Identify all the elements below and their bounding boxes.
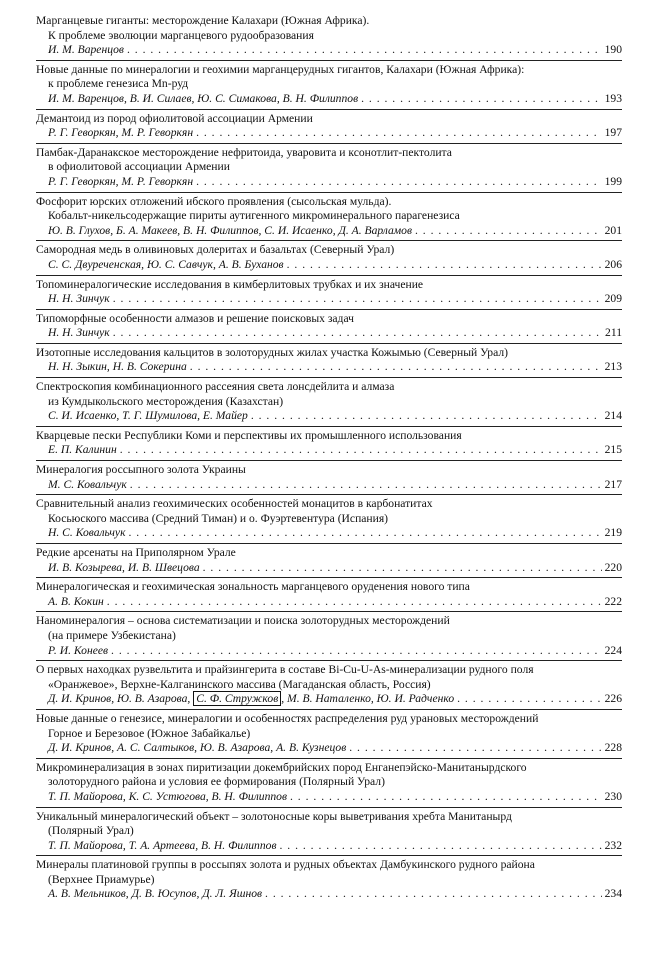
entry-title-line: Спектроскопия комбинационного рассеяния света лонсдейлита и алмаза <box>36 380 395 394</box>
toc-entry[interactable] <box>36 241 622 275</box>
entry-page-number: 193 <box>604 91 622 105</box>
entry-authors-row <box>36 790 622 805</box>
dot-leader <box>196 126 602 141</box>
toc-entry[interactable] <box>36 193 622 242</box>
table-of-contents <box>36 12 622 904</box>
toc-entry[interactable] <box>36 144 622 193</box>
entry-title-line: О первых находках рузвельтита и прайзингерита в составе Bi-Cu-U-As-минерализации рудного поля <box>36 663 534 677</box>
entry-authors-row <box>36 526 622 541</box>
entry-page-number: 224 <box>604 643 622 657</box>
dot-leader <box>251 409 602 424</box>
entry-page-number: 197 <box>604 126 622 140</box>
entry-authors-row <box>36 409 622 424</box>
entry-page-number: 206 <box>604 257 622 271</box>
entry-authors: Н. Н. Зыкин, Н. В. Сокерина <box>48 360 187 374</box>
entry-title-line: Минералы платиновой группы в россыпях золота и рудных объектах Дамбукинского рудного района <box>36 858 535 872</box>
entry-authors-row <box>36 126 622 141</box>
entry-authors: А. В. Кокин <box>48 594 104 608</box>
entry-authors-row <box>36 595 622 610</box>
entry-title-line: (на примере Узбекистана) <box>48 628 176 642</box>
entry-title-line: Редкие арсенаты на Приполярном Урале <box>36 546 236 559</box>
toc-entry[interactable] <box>36 612 622 661</box>
entry-title-line: Типоморфные особенности алмазов и решение поисковых задач <box>36 311 354 325</box>
entry-title-line: Топоминералогические исследования в кимберлитовых трубках и их значение <box>36 277 424 291</box>
entry-authors-row <box>36 175 622 190</box>
entry-title-line: Изотопные исследования кальцитов в золоторудных жилах участка Кожымью (Северный Урал) <box>36 345 508 359</box>
entry-authors: С. И. Исаенко, Т. Г. Шумилова, Е. Майер <box>48 409 248 423</box>
entry-authors: А. В. Мельников, Д. В. Юсупов, Д. Л. Яшнов <box>48 887 263 901</box>
entry-authors-row <box>36 43 622 58</box>
entry-title-line: из Кумдыкольского месторождения (Казахстан) <box>48 394 284 408</box>
boxed-author: С. Ф. Стружков <box>193 691 281 706</box>
entry-title-line: Сравнительный анализ геохимических особенностей монацитов в карбонатитах <box>36 497 433 511</box>
toc-entry[interactable] <box>36 310 622 344</box>
entry-title-line: Памбак-Даранакское месторождение нефритоида, уваровита и ксонотлит-пектолита <box>36 145 452 159</box>
entry-authors: М. С. Ковальчук <box>48 477 127 491</box>
toc-entry[interactable] <box>36 61 622 110</box>
entry-page-number: 232 <box>604 838 622 852</box>
dot-leader <box>290 790 602 805</box>
toc-entry[interactable] <box>36 12 622 61</box>
entry-page-number: 213 <box>604 360 622 374</box>
toc-entry[interactable] <box>36 544 622 578</box>
entry-title-line: Кобальт-никельсодержащие пириты аутигенного микроминерального парагенезиса <box>48 209 460 223</box>
toc-entry[interactable] <box>36 661 622 710</box>
dot-leader <box>120 443 602 458</box>
entry-authors: Н. С. Ковальчук <box>48 526 126 540</box>
entry-authors: Р. И. Конеев <box>48 643 109 657</box>
entry-title-line: К проблеме эволюции марганцевого рудообразования <box>48 28 314 42</box>
entry-page-number: 201 <box>604 223 622 237</box>
dot-leader <box>265 887 602 902</box>
entry-authors-row <box>36 478 622 493</box>
entry-title-line: Уникальный минералогический объект – золотоносные коры выветривания хребта Манитанырд <box>36 809 512 823</box>
entry-authors-after: , М. В. Наталенко, Ю. И. Радченко <box>281 692 455 706</box>
entry-page-number: 211 <box>605 326 622 340</box>
entry-title-line: Фосфорит юрских отложений ибского проявления (сысольская мульда). <box>36 194 392 208</box>
entry-authors: Р. Г. Геворкян, М. Р. Геворкян <box>48 126 194 140</box>
entry-page-number: 209 <box>604 292 622 306</box>
entry-title-line: Новые данные по минералогии и геохимии марганцерудных гигантов, Калахари (Южная Африка): <box>36 62 525 76</box>
entry-authors: С. С. Двуреченская, Ю. С. Савчук, А. В. Буханов <box>48 257 284 271</box>
entry-title-line: золоторудного района и условия ее формирования (Полярный Урал) <box>48 775 385 789</box>
entry-title-line: (Верхнее Приамурье) <box>48 872 155 886</box>
toc-entry[interactable] <box>36 856 622 904</box>
dot-leader <box>279 839 601 854</box>
entry-title-line: Минералогическая и геохимическая зональность марганцевого оруденения нового типа <box>36 580 470 594</box>
entry-authors-row <box>36 741 622 756</box>
entry-title-line: «Оранжевое», Верхне-Калганинского массива (Магаданская область, Россия) <box>48 677 431 691</box>
toc-entry[interactable] <box>36 759 622 808</box>
entry-page-number: 215 <box>604 443 622 457</box>
entry-title-line: Минералогия россыпного золота Украины <box>36 463 246 477</box>
entry-authors: И. В. Козырева, И. В. Швецова <box>48 560 200 574</box>
dot-leader <box>129 526 602 541</box>
dot-leader <box>349 741 601 756</box>
entry-authors-row <box>36 292 622 307</box>
entry-authors: Т. П. Майорова, К. С. Устюгова, В. Н. Филиппов <box>48 789 287 803</box>
dot-leader <box>457 692 601 707</box>
entry-authors-row <box>36 839 622 854</box>
entry-title-line: в офиолитовой ассоциации Армении <box>48 160 230 174</box>
dot-leader <box>111 644 602 659</box>
entry-title-line: (Полярный Урал) <box>48 824 134 838</box>
entry-authors-row <box>36 561 622 576</box>
entry-page-number: 214 <box>604 409 622 423</box>
toc-entry[interactable] <box>36 378 622 427</box>
entry-title-line: Демантоид из пород офиолитовой ассоциации Армении <box>36 111 313 125</box>
toc-entry[interactable] <box>36 808 622 857</box>
toc-entry[interactable] <box>36 710 622 759</box>
entry-title-line: Косьюского массива (Средний Тиман) и о. Фуэртевентура (Испания) <box>48 511 389 525</box>
entry-title-line: Горное и Березовое (Южное Забайкалье) <box>48 726 251 740</box>
entry-title-line: Марганцевые гиганты: месторождение Калахари (Южная Африка). <box>36 14 370 27</box>
entry-authors <box>48 692 454 707</box>
entry-page-number: 219 <box>604 526 622 540</box>
entry-page-number: 220 <box>604 560 622 574</box>
entry-authors: Д. И. Кринов, А. С. Салтыков, Ю. В. Азарова, А. В. Кузнецов <box>48 741 347 755</box>
entry-authors: И. М. Варенцов <box>48 43 124 57</box>
entry-authors-row <box>36 92 622 107</box>
toc-entry[interactable] <box>36 427 622 461</box>
dot-leader <box>415 224 602 239</box>
entry-title-line: к проблеме генезиса Mn-руд <box>48 77 189 91</box>
dot-leader <box>196 175 602 190</box>
entry-authors-row <box>36 326 622 341</box>
entry-authors: Р. Г. Геворкян, М. Р. Геворкян <box>48 174 194 188</box>
entry-authors: Ю. В. Глухов, Б. А. Макеев, В. Н. Филиппов, С. И. Исаенко, Д. А. Варламов <box>48 223 412 237</box>
dot-leader <box>113 292 602 307</box>
entry-page-number: 226 <box>604 692 622 706</box>
entry-authors: Т. П. Майорова, Т. А. Артеева, В. Н. Филиппов <box>48 838 277 852</box>
dot-leader <box>361 92 602 107</box>
toc-entry[interactable] <box>36 495 622 544</box>
entry-page-number: 230 <box>604 789 622 803</box>
toc-entry[interactable] <box>36 344 622 378</box>
entry-authors-row <box>36 258 622 273</box>
entry-authors-row <box>36 224 622 239</box>
entry-authors-row <box>36 692 622 707</box>
entry-title-line: Микроминерализация в зонах пиритизации докембрийских пород Енганепэйско-Манитанырдского <box>36 760 527 774</box>
entry-title-line: Новые данные о генезисе, минералогии и особенностях распределения руд урановых месторождений <box>36 711 539 725</box>
dot-leader <box>113 326 602 341</box>
entry-page-number: 217 <box>604 477 622 491</box>
entry-authors: Е. П. Калинин <box>48 443 117 457</box>
entry-authors-before: Д. И. Кринов, Ю. В. Азарова, <box>48 692 191 706</box>
dot-leader <box>130 478 602 493</box>
entry-authors: Н. Н. Зинчук <box>48 292 110 306</box>
entry-authors: Н. Н. Зинчук <box>48 326 110 340</box>
toc-entry[interactable] <box>36 578 622 612</box>
entry-authors-row <box>36 644 622 659</box>
entry-page-number: 228 <box>604 741 622 755</box>
toc-entry[interactable] <box>36 276 622 310</box>
entry-authors: И. М. Варенцов, В. И. Силаев, Ю. С. Симакова, В. Н. Филиппов <box>48 91 359 105</box>
dot-leader <box>287 258 602 273</box>
entry-title-line: Кварцевые пески Республики Коми и перспективы их промышленного использования <box>36 428 462 442</box>
entry-authors-row <box>36 360 622 375</box>
entry-title-line: Самородная медь в оливиновых долеритах и базальтах (Северный Урал) <box>36 243 395 257</box>
entry-page-number: 234 <box>604 887 622 901</box>
entry-page-number: 190 <box>604 43 622 57</box>
toc-entry[interactable] <box>36 110 622 144</box>
entry-page-number: 199 <box>604 174 622 188</box>
dot-leader <box>203 561 602 576</box>
entry-title-line: Наноминералогия – основа систематизации и поиска золоторудных месторождений <box>36 614 450 628</box>
toc-entry[interactable] <box>36 461 622 495</box>
entry-authors-row <box>36 443 622 458</box>
entry-authors-row <box>36 887 622 902</box>
entry-page-number: 222 <box>604 594 622 608</box>
dot-leader <box>190 360 602 375</box>
dot-leader <box>127 43 602 58</box>
dot-leader <box>107 595 602 610</box>
